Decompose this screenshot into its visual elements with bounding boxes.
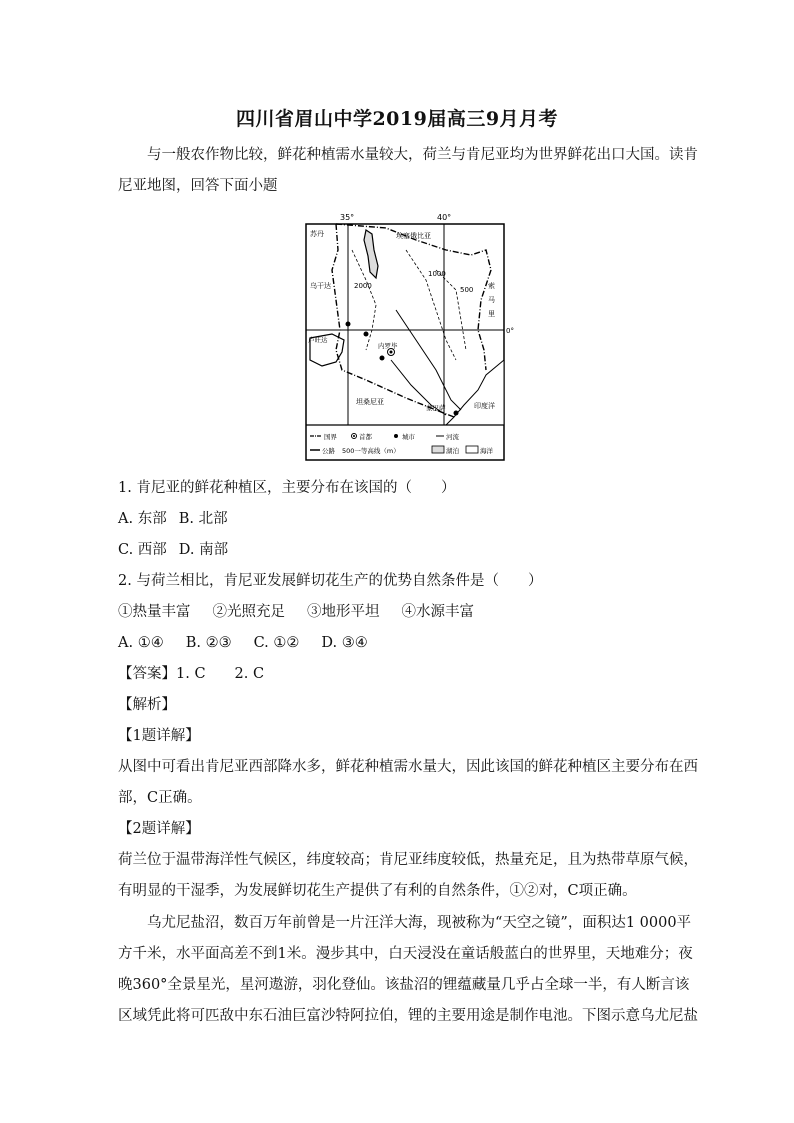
- label-ethiopia: 埃塞俄比亚: [396, 232, 431, 240]
- legend-contour: 500一等高线（m）: [342, 447, 400, 455]
- question-2-options: [118, 633, 368, 653]
- option-d[interactable]: D. ③④: [321, 635, 368, 651]
- q1-detail-line-1: 从图中可看出肯尼亚西部降水多，鲜花种植需水量大，因此该国的鲜花种植区主要分布在西: [118, 759, 698, 775]
- capital-marker-center: [390, 351, 393, 354]
- intro-line-1: 与一般农作物比较，鲜花种植需水量较大，荷兰与肯尼亚均为世界鲜花出口大国。读肯: [147, 147, 698, 163]
- label-somalia-3: 里: [488, 310, 495, 318]
- label-tanzania: 坦桑尼亚: [356, 398, 384, 406]
- contour-label-2000: 2000: [354, 282, 372, 290]
- label-sudan: 苏丹: [310, 230, 324, 238]
- q2-detail-line-2: 有明显的干湿季，为发展鲜切花生产提供了有利的自然条件，①②对，C项正确。: [118, 883, 637, 899]
- condition-2: ②光照充足: [212, 604, 285, 620]
- q1-detail-label: 【1题详解】: [118, 728, 200, 744]
- question-2-stem: 2. 与荷兰相比，肯尼亚发展鲜切花生产的优势自然条件是（ ）: [118, 573, 543, 589]
- question-1-options-row-2: [118, 540, 228, 560]
- q2-detail-line-1: 荷兰位于温带海洋性气候区，纬度较高；肯尼亚纬度较低，热量充足，且为热带草原气候，: [118, 852, 698, 868]
- label-somalia-1: 索: [488, 282, 495, 290]
- q1-detail-line-2: 部，C正确。: [118, 790, 202, 806]
- label-ocean: 印度洋: [474, 402, 495, 410]
- legend-capital: 首都: [359, 433, 372, 441]
- passage-line-1: 乌尤尼盐沼，数百万年前曾是一片汪洋大海，现被称为“天空之镜”，面积达1 0000平: [147, 915, 692, 931]
- legend-sea: 海洋: [480, 447, 493, 455]
- legend-lake: 湖泊: [446, 447, 459, 455]
- option-c[interactable]: C. ①②: [253, 635, 300, 651]
- q2-detail-label: 【2题详解】: [118, 821, 200, 837]
- label-rwanda: 卢旺达: [308, 336, 328, 344]
- legend-river: 河流: [446, 433, 459, 441]
- question-2-conditions: [118, 602, 474, 622]
- option-c[interactable]: C. 西部: [118, 542, 167, 558]
- city-dot: [364, 332, 369, 337]
- condition-1: ①热量丰富: [118, 604, 191, 620]
- option-a[interactable]: A. 东部: [118, 511, 167, 527]
- city-dot: [346, 322, 351, 327]
- option-b[interactable]: B. 北部: [178, 511, 228, 527]
- option-d[interactable]: D. 南部: [178, 542, 229, 558]
- legend-road: 公路: [322, 447, 335, 455]
- condition-3: ③地形平坦: [307, 604, 380, 620]
- legend-border: 国界: [324, 433, 337, 441]
- passage-line-3: 晚360°全景星光，星河遨游，羽化登仙。该盐沼的锂蕴藏量几乎占全球一半，有人断言该: [118, 977, 690, 993]
- passage-line-4: 区域凭此将可匹敌中东石油巨富沙特阿拉伯，锂的主要用途是制作电池。下图示意乌尤尼盐: [118, 1008, 698, 1024]
- question-1-stem: 1. 肯尼亚的鲜花种植区，主要分布在该国的（ ）: [118, 480, 456, 496]
- option-a[interactable]: A. ①④: [118, 635, 164, 651]
- legend-city: 城市: [402, 433, 415, 441]
- lon-label-35: 35°: [340, 213, 355, 222]
- option-b[interactable]: B. ②③: [185, 635, 232, 651]
- lat-label-equator: 0°: [506, 327, 514, 335]
- page-title: 四川省眉山中学2019届高三9月月考: [235, 108, 559, 130]
- answer-line: 【答案】1. C 2. C: [118, 666, 265, 682]
- condition-4: ④水源丰富: [401, 604, 474, 620]
- label-mombasa: 蒙巴萨: [426, 404, 446, 412]
- label-somalia-2: 马: [488, 296, 495, 304]
- lon-label-40: 40°: [437, 213, 452, 222]
- city-dot: [380, 356, 385, 361]
- contour-label-1000: 1000: [428, 270, 446, 278]
- analysis-label: 【解析】: [118, 697, 176, 713]
- label-uganda: 乌干达: [310, 282, 331, 290]
- passage-line-2: 方千米，水平面高差不到1米。漫步其中，白天浸没在童话般蓝白的世界里，天地难分；夜: [118, 946, 693, 962]
- question-1-options-row-1: [118, 509, 228, 529]
- contour-label-500: 500: [460, 286, 474, 294]
- kenya-map: [296, 210, 514, 464]
- label-nairobi: 内罗毕: [378, 342, 398, 350]
- city-dot: [454, 411, 459, 416]
- intro-line-2: 尼亚地图，回答下面小题: [118, 178, 278, 194]
